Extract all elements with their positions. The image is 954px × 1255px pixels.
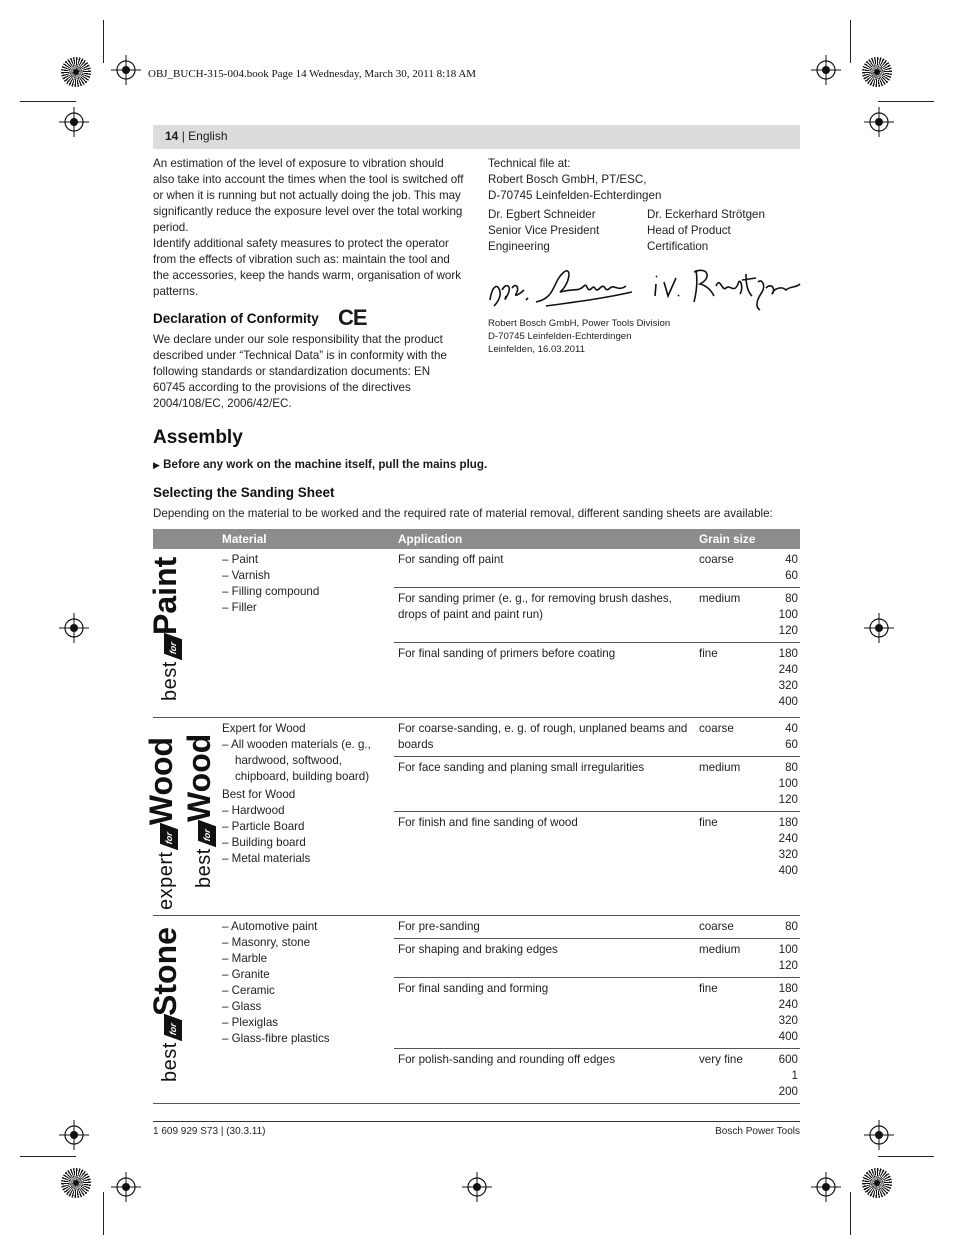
- expert-best-for-wood-logo: expert forWood best forWood: [153, 718, 218, 916]
- signature-stroetgen: [650, 262, 802, 312]
- registration-mark-icon: [864, 1120, 894, 1150]
- crop-mark: [878, 1156, 934, 1157]
- group-paint: [147, 549, 800, 718]
- crop-mark: [20, 101, 76, 102]
- technical-file: Technical file at: Robert Bosch GmbH, PT/ESC, D-70745 Leinfelden-Echterdingen: [488, 157, 662, 202]
- sanding-intro: Depending on the material to be worked and the required rate of material removal, different sanding sheets are available:: [153, 507, 773, 520]
- header-application: Application: [394, 529, 695, 549]
- table-row: best forPaint – Paint – Varnish – Filling compound – Filler For sanding off paint coarse 40 60: [153, 549, 800, 588]
- color-rosette-icon: [862, 1168, 892, 1198]
- table-row: For sanding primer (e. g., for removing brush dashes, drops of paint and paint run) medium 80 100 120: [153, 588, 800, 643]
- signer-1: Dr. Egbert Schneider Senior Vice President Engineering: [488, 208, 600, 253]
- print-slug: OBJ_BUCH-315-004.book Page 14 Wednesday, March 30, 2011 8:18 AM: [148, 68, 477, 80]
- registration-mark-icon: [59, 1120, 89, 1150]
- warning-line: [153, 458, 487, 471]
- color-rosette-icon: [61, 57, 91, 87]
- footer-doc-number: 1 609 929 S73 | (30.3.11): [153, 1126, 266, 1137]
- group-stone: [147, 916, 800, 1104]
- crop-mark: [878, 101, 934, 102]
- table-row: For polish-sanding and rounding off edges very fine 600 1 200: [153, 1049, 800, 1104]
- material-list: – Paint – Varnish – Filling compound – Filler: [218, 549, 394, 718]
- table-header-row: [153, 529, 800, 549]
- registration-mark-icon: [111, 1172, 141, 1202]
- crop-mark: [20, 1156, 76, 1157]
- page-header: 14 | English: [153, 125, 800, 149]
- crop-mark: [103, 1192, 104, 1235]
- conformity-text: We declare under our sole responsibility that the product described under “Technical Data” is in conformity with the following standards or standardization documents: EN 60745 according to the provisions of the directives 2004/108/EC, 2006/42/EC.: [153, 333, 447, 410]
- conformity-heading: Declaration of Conformity: [153, 311, 319, 326]
- paragraph: An estimation of the level of exposure to vibration should also take into account the times when the tool is switched off or when it is running but not actually doing the job. This may significantly reduce the exposure level over the total working period.: [153, 157, 464, 234]
- page-number: 14: [165, 129, 179, 143]
- registration-mark-icon: [864, 107, 894, 137]
- signer-2: Dr. Eckerhard Strötgen Head of Product Certification: [647, 208, 765, 253]
- crop-mark: [103, 20, 104, 63]
- table-row: For face sanding and planing small irregularities medium 80 100 120: [153, 757, 800, 812]
- best-for-paint-logo: best forPaint: [153, 549, 218, 718]
- signature-schneider: [486, 262, 636, 310]
- registration-mark-icon: [59, 107, 89, 137]
- table-row: For shaping and braking edges medium 100 120: [153, 939, 800, 978]
- arrow-icon: ▶: [153, 460, 160, 470]
- ce-mark-icon: CE: [338, 305, 367, 330]
- color-rosette-icon: [862, 57, 892, 87]
- warning-text: Before any work on the machine itself, pull the mains plug.: [163, 458, 488, 471]
- group-wood: [143, 718, 800, 916]
- header-grain: Grain size: [695, 529, 800, 549]
- material-list: – Automotive paint – Masonry, stone – Marble – Granite – Ceramic – Glass – Plexiglas – Glass-fibre plastics: [218, 916, 394, 1104]
- registration-mark-icon: [864, 613, 894, 643]
- registration-mark-icon: [462, 1172, 492, 1202]
- color-rosette-icon: [61, 1168, 91, 1198]
- registration-mark-icon: [111, 55, 141, 85]
- paragraph: Identify additional safety measures to protect the operator from the effects of vibration such as: maintain the tool and the accessories, keep the hands warm, organisation of work patterns.: [153, 237, 462, 298]
- material-list: Expert for Wood – All wooden materials (e. g., hardwood, softwood, chipboard, building board) Best for Wood – Hardwood – Particle Board – Building board – Metal materials: [218, 718, 394, 916]
- page-language: English: [188, 129, 228, 143]
- footer-rule: [153, 1121, 800, 1122]
- footer-brand: Bosch Power Tools: [715, 1126, 800, 1137]
- table-row: best forStone – Automotive paint – Masonry, stone – Marble – Granite – Ceramic – Glass – Plexiglas – Glass-fibre plastics For pre-sanding coarse 80: [153, 916, 800, 939]
- crop-mark: [850, 1192, 851, 1235]
- registration-mark-icon: [59, 613, 89, 643]
- assembly-heading: Assembly: [153, 427, 243, 448]
- table-row: For final sanding and forming fine 180 240 320 400: [153, 978, 800, 1049]
- sanding-sheet-heading: Selecting the Sanding Sheet: [153, 485, 335, 500]
- sanding-table: [143, 529, 800, 1104]
- registration-mark-icon: [811, 1172, 841, 1202]
- vibration-text: [153, 156, 465, 300]
- table-row: expert forWood best forWood Expert for Wood – All wooden materials (e. g., hardwood, softwood, chipboard, building board) Best for Wood – Hardwood – Particle Board – Building board – Metal materials For coarse-sanding, e. g. of rough, unplaned beams and boards coarse 40 60: [153, 718, 800, 757]
- table-row: For final sanding of primers before coating fine 180 240 320 400: [153, 643, 800, 718]
- registration-mark-icon: [811, 55, 841, 85]
- crop-mark: [850, 20, 851, 63]
- company-address: Robert Bosch GmbH, Power Tools Division D-70745 Leinfelden-Echterdingen Leinfelden, 16.03.2011: [488, 318, 671, 355]
- header-material: Material: [218, 529, 394, 549]
- best-for-stone-logo: best forStone: [153, 916, 218, 1104]
- table-row: For finish and fine sanding of wood fine 180 240 320 400: [153, 812, 800, 916]
